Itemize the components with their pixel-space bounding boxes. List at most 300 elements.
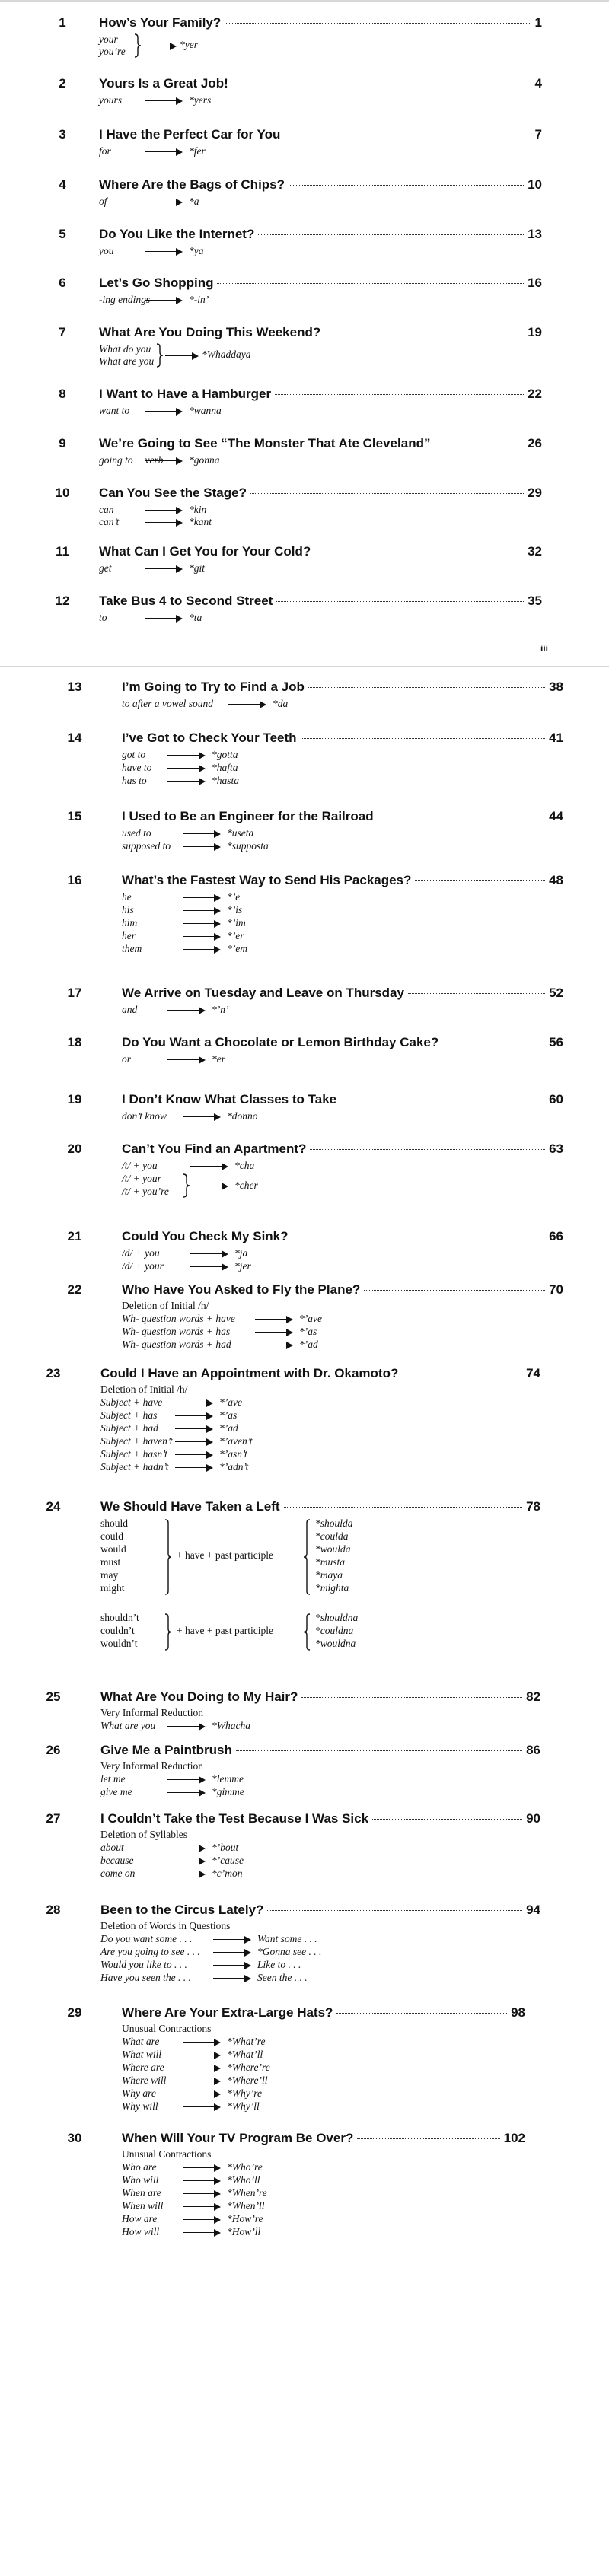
unit-number: 3 [59, 127, 66, 142]
title-row [100, 1366, 540, 1381]
arrow-icon [183, 907, 221, 915]
unit-title: Can’t You Find an Apartment? [122, 1142, 307, 1156]
page-number: 16 [528, 275, 542, 290]
unit-title: Where Are the Bags of Chips? [99, 177, 285, 192]
reduced-form: *ja [234, 1247, 248, 1259]
arrow-head [199, 1723, 206, 1731]
arrow-icon [167, 1723, 206, 1731]
reduced-form: *wouldna [315, 1638, 356, 1649]
page-number: 13 [528, 227, 542, 241]
reduced-form: *’adn’t [219, 1461, 249, 1473]
arrow-shaft [190, 1253, 222, 1254]
source-form: let me [100, 1773, 126, 1785]
dot-leader [236, 1750, 522, 1751]
source-form: Why are [122, 2087, 156, 2099]
unit-title: Take Bus 4 to Second Street [99, 594, 273, 608]
reduced-form: *Where’re [227, 2062, 270, 2073]
arrow-head [222, 1250, 228, 1258]
title-row [122, 731, 563, 746]
arrow-shaft [165, 355, 193, 356]
arrow-shaft [213, 1965, 245, 1966]
source-form: got to [122, 749, 146, 760]
title-row [99, 594, 542, 609]
reduced-form: *er [212, 1053, 225, 1065]
source-form: and [122, 1004, 138, 1015]
arrow-icon [190, 1250, 228, 1258]
source-form: supposed to [122, 840, 171, 852]
reduced-form: *Whacha [212, 1720, 250, 1731]
contents-page-1 [0, 0, 609, 666]
source-form: What will [122, 2049, 162, 2060]
brace-icon [303, 1613, 311, 1651]
arrow-head [286, 1316, 293, 1323]
arrow-shaft [183, 2232, 215, 2233]
unit-title: Could I Have an Appointment with Dr. Okamoto? [100, 1366, 399, 1380]
source-form: you’re [99, 46, 126, 57]
arrow-icon [145, 565, 183, 573]
arrow-icon [183, 2164, 221, 2172]
brace-icon [156, 343, 164, 368]
reduced-form: *’e [227, 891, 241, 903]
arrow-head [206, 1438, 213, 1446]
source-form: Do you want some . . . [100, 1933, 193, 1944]
title-row [99, 15, 542, 30]
arrow-icon [167, 765, 206, 772]
arrow-head [214, 2177, 221, 2185]
unit-number: 10 [55, 486, 70, 500]
arrow-icon [183, 2229, 221, 2237]
unit-number: 23 [46, 1366, 61, 1380]
arrow-icon [213, 1962, 251, 1969]
arrow-icon [255, 1316, 293, 1323]
arrow-head [176, 97, 183, 105]
arrow-icon [167, 1056, 206, 1064]
arrow-shaft [167, 781, 199, 782]
arrow-shaft [145, 100, 177, 101]
unit-number: 26 [46, 1743, 61, 1757]
arrow-shaft [183, 936, 215, 937]
dot-leader [310, 1149, 545, 1150]
page-number: 41 [549, 731, 563, 745]
arrow-icon [183, 946, 221, 954]
source-form: Where will [122, 2074, 167, 2086]
arrow-head [176, 519, 183, 527]
page-number: 48 [549, 873, 563, 887]
arrow-shaft [167, 768, 199, 769]
title-row [99, 227, 542, 242]
reduced-form: *How’ll [227, 2226, 261, 2237]
unit-subtitle: Very Informal Reduction [100, 1760, 203, 1772]
title-row [100, 1743, 540, 1758]
reduced-form: *’ad [299, 1339, 318, 1350]
reduced-form: *couldna [315, 1625, 354, 1636]
source-form: Subject + has [100, 1409, 158, 1421]
unit-title: What Are You Doing to My Hair? [100, 1689, 298, 1704]
source-form: What are you [99, 355, 155, 367]
brace-icon [164, 1519, 172, 1595]
reduced-form: *-in’ [189, 294, 209, 305]
dot-leader [284, 1507, 523, 1508]
modal-form: would [100, 1543, 126, 1555]
page-number: 1 [534, 15, 542, 30]
arrow-head [199, 1056, 206, 1064]
source-form: How are [122, 2213, 158, 2224]
source-form: Where are [122, 2062, 164, 2073]
reduced-form: *’as [299, 1326, 317, 1337]
unit-subtitle: Deletion of Words in Questions [100, 1920, 231, 1931]
arrow-head [199, 1871, 206, 1878]
arrow-icon [145, 408, 183, 416]
brace-icon [164, 1613, 172, 1651]
page-number: 90 [526, 1811, 540, 1826]
arrow-head [214, 2090, 221, 2098]
reduced-form: *ta [189, 612, 202, 623]
title-row [100, 1689, 540, 1705]
unit-number: 28 [46, 1903, 61, 1917]
reduced-form: *kin [189, 504, 207, 515]
title-row [99, 387, 542, 402]
reduced-form: *jer [234, 1260, 251, 1272]
source-form: get [99, 562, 112, 574]
arrow-icon [255, 1342, 293, 1349]
arrow-icon [183, 830, 221, 838]
unit-number: 22 [67, 1282, 82, 1297]
arrow-shaft [175, 1415, 207, 1416]
source-form: /d/ + your [122, 1260, 164, 1272]
arrow-head [199, 1845, 206, 1852]
unit-number: 14 [67, 731, 82, 745]
arrow-icon [190, 1263, 228, 1271]
arrow-shaft [145, 618, 177, 619]
source-form: Subject + hasn’t [100, 1448, 167, 1460]
arrow-head [206, 1464, 213, 1472]
arrow-shaft [183, 923, 215, 924]
arrow-icon [175, 1464, 213, 1472]
arrow-shaft [145, 251, 177, 252]
arrow-shaft [175, 1467, 207, 1468]
arrow-head [199, 752, 206, 759]
title-row [122, 2005, 525, 2020]
reduced-form: *git [189, 562, 206, 574]
modal-form: should [100, 1517, 129, 1529]
page-number: 35 [528, 594, 542, 608]
reduced-form: *Who’ll [227, 2174, 260, 2186]
reduced-form: *kant [189, 516, 212, 527]
arrow-shaft [145, 510, 177, 511]
reduced-form: *’asn’t [219, 1448, 247, 1460]
unit-number: 2 [59, 76, 66, 91]
arrow-head [214, 2065, 221, 2072]
arrow-icon [183, 2065, 221, 2072]
page-number: 19 [528, 325, 542, 339]
dot-leader [357, 2138, 499, 2139]
page-number: 29 [528, 486, 542, 500]
source-form: to [99, 612, 107, 623]
arrow-head [214, 2190, 221, 2198]
unit-title: Do You Want a Chocolate or Lemon Birthday Cake? [122, 1035, 439, 1049]
page-number: 38 [549, 680, 563, 694]
arrow-icon [167, 1845, 206, 1852]
arrow-shaft [183, 910, 215, 911]
arrow-head [199, 765, 206, 772]
arrow-icon [167, 1789, 206, 1797]
reduced-form: *When’ll [227, 2200, 265, 2211]
reduced-form: *supposta [227, 840, 269, 852]
arrow-shaft [145, 460, 177, 461]
page-number: 4 [534, 76, 542, 91]
unit-title: We Should Have Taken a Left [100, 1499, 280, 1514]
unit-subtitle: Unusual Contractions [122, 2148, 212, 2160]
source-form: your [99, 33, 118, 45]
arrow-icon [143, 43, 177, 50]
arrow-shaft [145, 411, 177, 412]
arrow-icon [175, 1399, 213, 1407]
page-number: 56 [549, 1035, 563, 1049]
arrow-icon [192, 1183, 228, 1190]
arrow-icon [255, 1329, 293, 1336]
title-row [122, 1229, 563, 1244]
arrow-head [244, 1949, 251, 1957]
source-form: Who will [122, 2174, 159, 2186]
modal-form: must [100, 1556, 121, 1568]
unit-title: I Want to Have a Hamburger [99, 387, 272, 401]
reduced-form: *lemme [212, 1773, 244, 1785]
arrow-head [176, 248, 183, 256]
unit-subtitle: Unusual Contractions [122, 2023, 212, 2034]
source-form: you [99, 245, 114, 256]
arrow-head [222, 1263, 228, 1271]
arrow-shaft [213, 1952, 245, 1953]
title-row [100, 1811, 540, 1826]
source-form: want to [99, 405, 130, 416]
arrow-icon [190, 1163, 228, 1170]
unit-number: 7 [59, 325, 66, 339]
arrow-head [176, 565, 183, 573]
arrow-shaft [183, 897, 215, 898]
arrow-icon [213, 1936, 251, 1944]
arrow-icon [145, 97, 183, 105]
reduced-form: *fer [189, 145, 206, 157]
arrow-icon [183, 2103, 221, 2111]
reduced-form: *useta [227, 827, 254, 839]
source-form: Subject + haven’t [100, 1435, 173, 1447]
brace-icon [303, 1519, 311, 1595]
contents-page-2 [0, 666, 609, 2576]
arrow-head [214, 2052, 221, 2059]
source-form: about [100, 1842, 124, 1853]
dot-leader [415, 880, 545, 881]
reduced-form: Seen the . . . [257, 1972, 308, 1983]
reduced-form: *maya [315, 1569, 343, 1581]
arrow-icon [183, 2216, 221, 2224]
reduced-form: *a [189, 196, 199, 207]
source-form: have to [122, 762, 152, 773]
unit-number: 6 [59, 275, 66, 290]
unit-number: 9 [59, 436, 66, 451]
arrow-head [214, 2216, 221, 2224]
arrow-icon [167, 778, 206, 785]
arrow-icon [183, 2039, 221, 2046]
source-form: /d/ + you [122, 1247, 160, 1259]
unit-title: How’s Your Family? [99, 15, 222, 30]
arrow-head [176, 199, 183, 206]
unit-number: 4 [59, 177, 66, 192]
reduced-form: *gimme [212, 1786, 244, 1797]
page-number: 22 [528, 387, 542, 401]
dot-leader [289, 185, 524, 186]
arrow-shaft [167, 1059, 199, 1060]
arrow-head [244, 1975, 251, 1982]
source-form: /t/ + your [122, 1173, 161, 1184]
source-form: come on [100, 1868, 136, 1879]
dot-leader [308, 687, 545, 688]
title-row [122, 873, 563, 888]
reduced-form: *Whaddaya [202, 349, 251, 360]
arrow-shaft [175, 1454, 207, 1455]
arrow-icon [165, 352, 199, 360]
arrow-icon [175, 1438, 213, 1446]
page-number: 66 [549, 1229, 563, 1243]
source-form: because [100, 1855, 134, 1866]
unit-title: Who Have You Asked to Fly the Plane? [122, 1282, 361, 1297]
page-number: 78 [526, 1499, 540, 1514]
arrow-shaft [190, 1166, 222, 1167]
modal-form: might [100, 1582, 125, 1594]
title-row [99, 177, 542, 193]
arrow-icon [183, 894, 221, 902]
page-number: 63 [549, 1142, 563, 1156]
dot-leader [276, 601, 524, 602]
source-form: Have you seen the . . . [100, 1972, 191, 1983]
source-form: Subject + have [100, 1396, 163, 1408]
arrow-shaft [145, 568, 177, 569]
dot-leader [217, 283, 524, 284]
unit-title: What Are You Doing This Weekend? [99, 325, 321, 339]
source-form: Wh- question words + has [122, 1326, 231, 1337]
reduced-form: *Where’ll [227, 2074, 268, 2086]
arrow-shaft [213, 1978, 245, 1979]
arrow-icon [183, 920, 221, 928]
title-row [99, 486, 542, 501]
page-number: 7 [534, 127, 542, 142]
reduced-form: *cher [234, 1180, 258, 1191]
unit-title: I Don’t Know What Classes to Take [122, 1092, 337, 1107]
unit-number: 1 [59, 15, 66, 30]
source-form: has to [122, 775, 147, 786]
arrow-head [214, 843, 221, 851]
page-number: 74 [526, 1366, 540, 1380]
reduced-form: *gonna [189, 454, 220, 466]
unit-number: 5 [59, 227, 66, 241]
page-number: 60 [549, 1092, 563, 1107]
arrow-head [214, 907, 221, 915]
reduced-form: *hafta [212, 762, 238, 773]
unit-title: Can You See the Stage? [99, 486, 247, 500]
source-form: yours [99, 94, 122, 106]
source-form: can’t [99, 516, 120, 527]
unit-number: 13 [67, 680, 82, 694]
source-form: them [122, 943, 142, 954]
reduced-form: *yers [189, 94, 212, 106]
modal-form: could [100, 1530, 123, 1542]
title-row [99, 325, 542, 340]
arrow-shaft [183, 2106, 215, 2107]
reduced-form: *musta [315, 1556, 346, 1568]
reduced-form: *coulda [315, 1530, 349, 1542]
dot-leader [267, 1910, 522, 1911]
arrow-head [244, 1936, 251, 1944]
reduced-form: *’bout [212, 1842, 239, 1853]
unit-number: 16 [67, 873, 82, 887]
arrow-icon [183, 2090, 221, 2098]
unit-title: What Can I Get You for Your Cold? [99, 544, 311, 559]
arrow-head [192, 352, 199, 360]
page-number: 94 [526, 1903, 540, 1917]
unit-title: Let’s Go Shopping [99, 275, 214, 290]
unit-subtitle: Deletion of Initial /h/ [122, 1300, 209, 1311]
unit-title: We’re Going to See “The Monster That Ate Cleveland” [99, 436, 431, 451]
unit-number: 19 [67, 1092, 82, 1107]
source-form: Are you going to see . . . [100, 1946, 200, 1957]
reduced-form: *Why’ll [227, 2100, 260, 2112]
reduced-form: *ya [189, 245, 204, 256]
title-row [99, 544, 542, 559]
arrow-icon [175, 1451, 213, 1459]
title-row [99, 436, 542, 451]
source-form: used to [122, 827, 151, 839]
arrow-icon [167, 1776, 206, 1784]
dot-leader [372, 1819, 522, 1820]
arrow-icon [183, 2203, 221, 2211]
arrow-shaft [183, 949, 215, 950]
unit-title: I Couldn’t Take the Test Because I Was Sick [100, 1811, 369, 1826]
arrow-shaft [167, 1726, 199, 1727]
reduced-form: *’ave [299, 1313, 322, 1324]
arrow-icon [167, 1871, 206, 1878]
source-form: Subject + hadn’t [100, 1461, 169, 1473]
arrow-icon [145, 199, 183, 206]
dot-leader [258, 234, 524, 235]
arrow-head [199, 1789, 206, 1797]
arrow-head [214, 830, 221, 838]
arrow-head [206, 1412, 213, 1420]
reduced-form: *’ave [219, 1396, 242, 1408]
arrow-icon [145, 519, 183, 527]
arrow-head [214, 1113, 221, 1121]
arrow-shaft [183, 2206, 215, 2207]
unit-number: 20 [67, 1142, 82, 1156]
source-form: or [122, 1053, 132, 1065]
arrow-head [170, 43, 177, 50]
arrow-shaft [228, 704, 260, 705]
arrow-icon [183, 2177, 221, 2185]
brace-icon [183, 1173, 190, 1198]
source-form: Who are [122, 2161, 157, 2173]
unit-number: 24 [46, 1499, 61, 1514]
arrow-icon [183, 2078, 221, 2085]
source-form: for [99, 145, 111, 157]
title-row [100, 1499, 540, 1514]
page-number: 98 [511, 2005, 525, 2020]
source-form: Why will [122, 2100, 158, 2112]
title-row [99, 127, 542, 142]
page-number: 70 [549, 1282, 563, 1297]
reduced-form: *’em [227, 943, 247, 954]
arrow-shaft [167, 1779, 199, 1780]
source-form: /t/ + you’re [122, 1186, 169, 1197]
arrow-shaft [213, 1939, 245, 1940]
arrow-shaft [183, 2219, 215, 2220]
